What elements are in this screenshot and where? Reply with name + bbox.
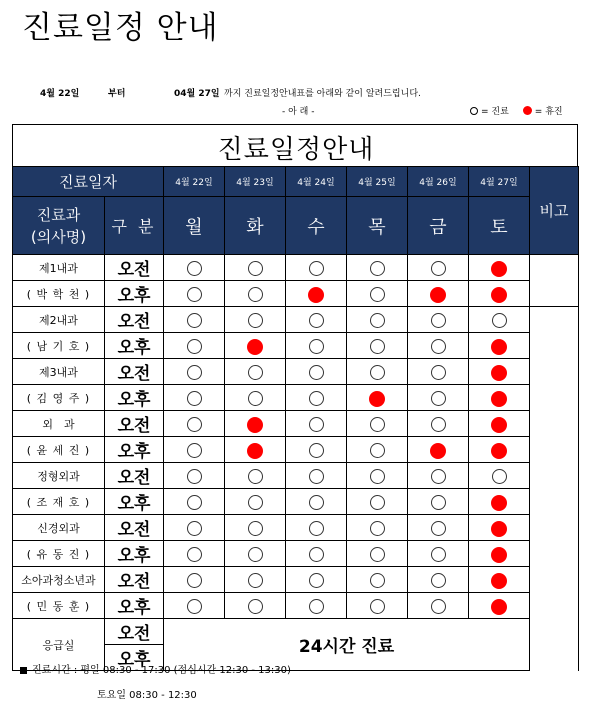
- status-cell: [286, 255, 347, 281]
- emergency-row: [13, 619, 579, 645]
- dept-header-line2: (의사명): [30, 227, 87, 246]
- status-cell: [225, 411, 286, 437]
- status-cell: [164, 255, 225, 281]
- legend-closed-label: = 휴진: [534, 107, 563, 117]
- open-circle-icon: [248, 599, 263, 614]
- date-header-cell: 4월 25일: [347, 167, 408, 197]
- open-circle-icon: [187, 495, 202, 510]
- status-cell: [469, 437, 530, 463]
- open-circle-icon: [309, 313, 324, 328]
- open-circle-icon: [248, 573, 263, 588]
- open-circle-icon: [309, 495, 324, 510]
- open-circle-icon: [492, 313, 507, 328]
- status-cell: [164, 567, 225, 593]
- dept-name-cell: 정형외과: [13, 463, 105, 489]
- status-cell: [225, 307, 286, 333]
- open-circle-icon: [187, 599, 202, 614]
- hours-saturday: 토요일 08:30 - 12:30: [97, 690, 197, 701]
- remark-cell: [530, 307, 579, 671]
- date-header-cell: 4월 22일: [164, 167, 225, 197]
- open-circle-icon: [431, 261, 446, 276]
- status-cell: [347, 359, 408, 385]
- status-cell: [347, 307, 408, 333]
- date-header-cell: 4월 26일: [408, 167, 469, 197]
- open-circle-icon: [431, 469, 446, 484]
- closed-red-dot-icon: [491, 521, 507, 537]
- open-circle-icon: [431, 547, 446, 562]
- am-session-cell: 오전: [105, 411, 164, 437]
- closed-red-dot-icon: [491, 443, 507, 459]
- closed-red-dot-icon: [491, 547, 507, 563]
- open-circle-icon: [370, 365, 385, 380]
- status-cell: [286, 463, 347, 489]
- range-notice-text: 까지 진료일정안내표를 아래와 같이 알려드립니다.: [224, 89, 421, 99]
- open-circle-icon: [187, 417, 202, 432]
- status-cell: [469, 567, 530, 593]
- closed-red-dot-icon: [491, 339, 507, 355]
- status-cell: [408, 593, 469, 619]
- status-cell: [347, 515, 408, 541]
- status-cell: [469, 541, 530, 567]
- open-circle-icon: [187, 339, 202, 354]
- open-circle-icon: [431, 521, 446, 536]
- open-circle-icon: [370, 469, 385, 484]
- pm-session-cell: 오후: [105, 281, 164, 307]
- status-cell: [347, 333, 408, 359]
- open-circle-icon: [370, 339, 385, 354]
- doctor-name-cell: ( 김 영 주 ): [13, 385, 105, 411]
- open-circle-icon: [370, 313, 385, 328]
- status-cell: [347, 489, 408, 515]
- status-cell: [347, 385, 408, 411]
- open-circle-icon: [309, 599, 324, 614]
- schedule-row: [13, 593, 579, 619]
- open-circle-icon: [492, 469, 507, 484]
- open-circle-icon: [248, 287, 263, 302]
- status-cell: [469, 593, 530, 619]
- open-circle-icon: [431, 599, 446, 614]
- range-start-date: 4월 22일: [40, 89, 80, 99]
- status-cell: [408, 463, 469, 489]
- day-header-cell: 금: [408, 197, 469, 255]
- open-circle-icon: [309, 417, 324, 432]
- schedule-title-box: [12, 124, 578, 166]
- schedule-row: [13, 359, 579, 385]
- status-cell: [347, 437, 408, 463]
- status-cell: [286, 333, 347, 359]
- open-circle-icon: [248, 365, 263, 380]
- emergency-label-cell: 응급실: [13, 619, 105, 671]
- status-cell: [286, 515, 347, 541]
- status-cell: [286, 359, 347, 385]
- open-circle-icon: [470, 107, 478, 115]
- dept-name-cell: 외 과: [13, 411, 105, 437]
- open-circle-icon: [187, 287, 202, 302]
- legend-open-label: = 진료: [481, 107, 509, 117]
- status-cell: [164, 333, 225, 359]
- am-session-cell: 오전: [105, 307, 164, 333]
- status-cell: [408, 255, 469, 281]
- open-circle-icon: [370, 573, 385, 588]
- open-circle-icon: [187, 261, 202, 276]
- open-circle-icon: [309, 547, 324, 562]
- open-circle-icon: [370, 599, 385, 614]
- status-cell: [469, 359, 530, 385]
- open-circle-icon: [248, 469, 263, 484]
- status-cell: [408, 281, 469, 307]
- pm-session-cell: 오후: [105, 437, 164, 463]
- status-cell: [408, 437, 469, 463]
- open-circle-icon: [431, 573, 446, 588]
- status-cell: [164, 593, 225, 619]
- schedule-row: [13, 411, 579, 437]
- open-circle-icon: [309, 365, 324, 380]
- range-from-word: 부터: [108, 89, 126, 99]
- schedule-row: [13, 567, 579, 593]
- doctor-name-cell: ( 박 학 천 ): [13, 281, 105, 307]
- open-circle-icon: [187, 443, 202, 458]
- open-circle-icon: [248, 261, 263, 276]
- status-cell: [164, 515, 225, 541]
- closed-red-dot-icon: [491, 261, 507, 277]
- open-circle-icon: [431, 339, 446, 354]
- status-cell: [347, 593, 408, 619]
- closed-red-dot-icon: [491, 417, 507, 433]
- status-cell: [286, 307, 347, 333]
- pm-session-cell: 오후: [105, 385, 164, 411]
- open-circle-icon: [309, 339, 324, 354]
- status-cell: [347, 541, 408, 567]
- closed-red-dot-icon: [369, 391, 385, 407]
- closed-red-dot-icon: [491, 599, 507, 615]
- open-circle-icon: [309, 573, 324, 588]
- status-cell: [286, 567, 347, 593]
- status-cell: [164, 541, 225, 567]
- status-cell: [286, 541, 347, 567]
- status-cell: [469, 281, 530, 307]
- open-circle-icon: [431, 313, 446, 328]
- status-cell: [225, 333, 286, 359]
- status-cell: [225, 385, 286, 411]
- status-cell: [469, 411, 530, 437]
- schedule-row: [13, 281, 579, 307]
- open-circle-icon: [187, 521, 202, 536]
- status-cell: [225, 515, 286, 541]
- dept-name-cell: 제3내과: [13, 359, 105, 385]
- schedule-row: [13, 307, 579, 333]
- open-circle-icon: [187, 365, 202, 380]
- schedule-table-title: 진료일정안내: [217, 135, 375, 165]
- status-cell: [408, 541, 469, 567]
- status-cell: [286, 411, 347, 437]
- schedule-row: [13, 333, 579, 359]
- open-circle-icon: [370, 521, 385, 536]
- date-header-cell: 4월 23일: [225, 167, 286, 197]
- open-circle-icon: [248, 391, 263, 406]
- open-circle-icon: [370, 261, 385, 276]
- status-cell: [164, 411, 225, 437]
- doctor-name-cell: ( 남 기 호 ): [13, 333, 105, 359]
- open-circle-icon: [370, 287, 385, 302]
- am-session-cell: 오전: [105, 255, 164, 281]
- legend: [470, 104, 563, 117]
- open-circle-icon: [309, 391, 324, 406]
- open-circle-icon: [431, 365, 446, 380]
- status-cell: [408, 333, 469, 359]
- hours-weekday-text: 진료시간 : 평일 08:30 - 17:30 (점심시간 12:30 - 13:30): [32, 665, 291, 676]
- bullet-square-icon: [20, 667, 27, 674]
- open-circle-icon: [248, 495, 263, 510]
- doctor-name-cell: ( 조 재 호 ): [13, 489, 105, 515]
- am-session-cell: 오전: [105, 359, 164, 385]
- day-header-cell: 목: [347, 197, 408, 255]
- open-circle-icon: [309, 261, 324, 276]
- status-cell: [408, 489, 469, 515]
- status-cell: [469, 255, 530, 281]
- closed-red-dot-icon: [308, 287, 324, 303]
- status-cell: [225, 255, 286, 281]
- pm-session-cell: 오후: [105, 333, 164, 359]
- open-circle-icon: [187, 547, 202, 562]
- schedule-row: [13, 437, 579, 463]
- schedule-row: [13, 489, 579, 515]
- open-circle-icon: [370, 547, 385, 562]
- dept-name-cell: 소아과청소년과: [13, 567, 105, 593]
- day-header-cell: 화: [225, 197, 286, 255]
- open-circle-icon: [187, 391, 202, 406]
- status-cell: [164, 489, 225, 515]
- status-cell: [286, 489, 347, 515]
- status-cell: [347, 281, 408, 307]
- status-cell: [225, 463, 286, 489]
- dept-name-cell: 제2내과: [13, 307, 105, 333]
- status-cell: [286, 281, 347, 307]
- status-cell: [164, 359, 225, 385]
- open-circle-icon: [431, 391, 446, 406]
- status-cell: [469, 385, 530, 411]
- status-cell: [408, 307, 469, 333]
- open-circle-icon: [309, 443, 324, 458]
- status-cell: [164, 385, 225, 411]
- open-circle-icon: [187, 573, 202, 588]
- document-title: 진료일정 안내: [22, 10, 219, 46]
- schedule-row: [13, 541, 579, 567]
- status-cell: [164, 463, 225, 489]
- status-cell: [408, 567, 469, 593]
- range-end-date: 04월 27일: [174, 89, 220, 99]
- dept-header-line1: 진료과: [36, 205, 81, 224]
- hours-weekday: [20, 661, 291, 676]
- status-cell: [408, 411, 469, 437]
- emergency-text-cell: 24시간 진료: [164, 619, 530, 671]
- status-cell: [347, 411, 408, 437]
- status-cell: [408, 385, 469, 411]
- date-header-cell: 4월 27일: [469, 167, 530, 197]
- status-cell: [164, 437, 225, 463]
- closed-red-dot-icon: [430, 287, 446, 303]
- remark-header: 비고: [530, 167, 579, 255]
- closed-red-dot-icon: [430, 443, 446, 459]
- schedule-row: [13, 515, 579, 541]
- status-cell: [225, 359, 286, 385]
- status-cell: [347, 255, 408, 281]
- schedule-row: [13, 385, 579, 411]
- status-cell: [225, 541, 286, 567]
- day-header-cell: 월: [164, 197, 225, 255]
- am-session-cell: 오전: [105, 463, 164, 489]
- below-heading: - 아 래 -: [282, 107, 315, 117]
- doctor-name-cell: ( 윤 세 진 ): [13, 437, 105, 463]
- doctor-name-cell: ( 유 동 진 ): [13, 541, 105, 567]
- status-cell: [164, 281, 225, 307]
- status-cell: [408, 359, 469, 385]
- status-cell: [286, 593, 347, 619]
- date-range-notice: [0, 86, 610, 102]
- closed-red-dot-icon: [247, 443, 263, 459]
- closed-red-dot-icon: [491, 391, 507, 407]
- pm-session-cell: 오후: [105, 541, 164, 567]
- day-header-cell: 수: [286, 197, 347, 255]
- dept-header: [13, 197, 105, 255]
- open-circle-icon: [370, 495, 385, 510]
- status-cell: [408, 515, 469, 541]
- dept-name-cell: 신경외과: [13, 515, 105, 541]
- status-cell: [347, 463, 408, 489]
- status-cell: [469, 463, 530, 489]
- status-cell: [347, 567, 408, 593]
- open-circle-icon: [187, 469, 202, 484]
- date-header: 진료일자: [13, 167, 164, 197]
- am-session-cell: 오전: [105, 567, 164, 593]
- status-cell: [225, 489, 286, 515]
- closed-red-dot-icon: [247, 339, 263, 355]
- schedule-row: [13, 255, 579, 281]
- open-circle-icon: [248, 547, 263, 562]
- open-circle-icon: [248, 313, 263, 328]
- status-cell: [469, 307, 530, 333]
- status-cell: [469, 333, 530, 359]
- open-circle-icon: [248, 521, 263, 536]
- closed-red-dot-icon: [491, 365, 507, 381]
- closed-red-dot-icon: [247, 417, 263, 433]
- open-circle-icon: [187, 313, 202, 328]
- session-header: 구 분: [105, 197, 164, 255]
- day-header-cell: 토: [469, 197, 530, 255]
- status-cell: [469, 489, 530, 515]
- open-circle-icon: [431, 495, 446, 510]
- status-cell: [286, 437, 347, 463]
- pm-session-cell: 오후: [105, 593, 164, 619]
- closed-red-dot-icon: [491, 495, 507, 511]
- open-circle-icon: [309, 469, 324, 484]
- open-circle-icon: [431, 417, 446, 432]
- pm-session-cell: 오후: [105, 645, 164, 671]
- status-cell: [286, 385, 347, 411]
- dept-name-cell: 제1내과: [13, 255, 105, 281]
- open-circle-icon: [309, 521, 324, 536]
- status-cell: [225, 281, 286, 307]
- date-header-cell: 4월 24일: [286, 167, 347, 197]
- status-cell: [469, 515, 530, 541]
- status-cell: [225, 437, 286, 463]
- status-cell: [225, 593, 286, 619]
- am-session-cell: 오전: [105, 619, 164, 645]
- open-circle-icon: [370, 443, 385, 458]
- status-cell: [164, 307, 225, 333]
- red-dot-icon: [523, 106, 532, 115]
- schedule-row: [13, 463, 579, 489]
- closed-red-dot-icon: [491, 287, 507, 303]
- schedule-table: [12, 166, 579, 671]
- pm-session-cell: 오후: [105, 489, 164, 515]
- remark-cell: [530, 255, 579, 307]
- status-cell: [225, 567, 286, 593]
- am-session-cell: 오전: [105, 515, 164, 541]
- doctor-name-cell: ( 민 동 훈 ): [13, 593, 105, 619]
- open-circle-icon: [370, 417, 385, 432]
- closed-red-dot-icon: [491, 573, 507, 589]
